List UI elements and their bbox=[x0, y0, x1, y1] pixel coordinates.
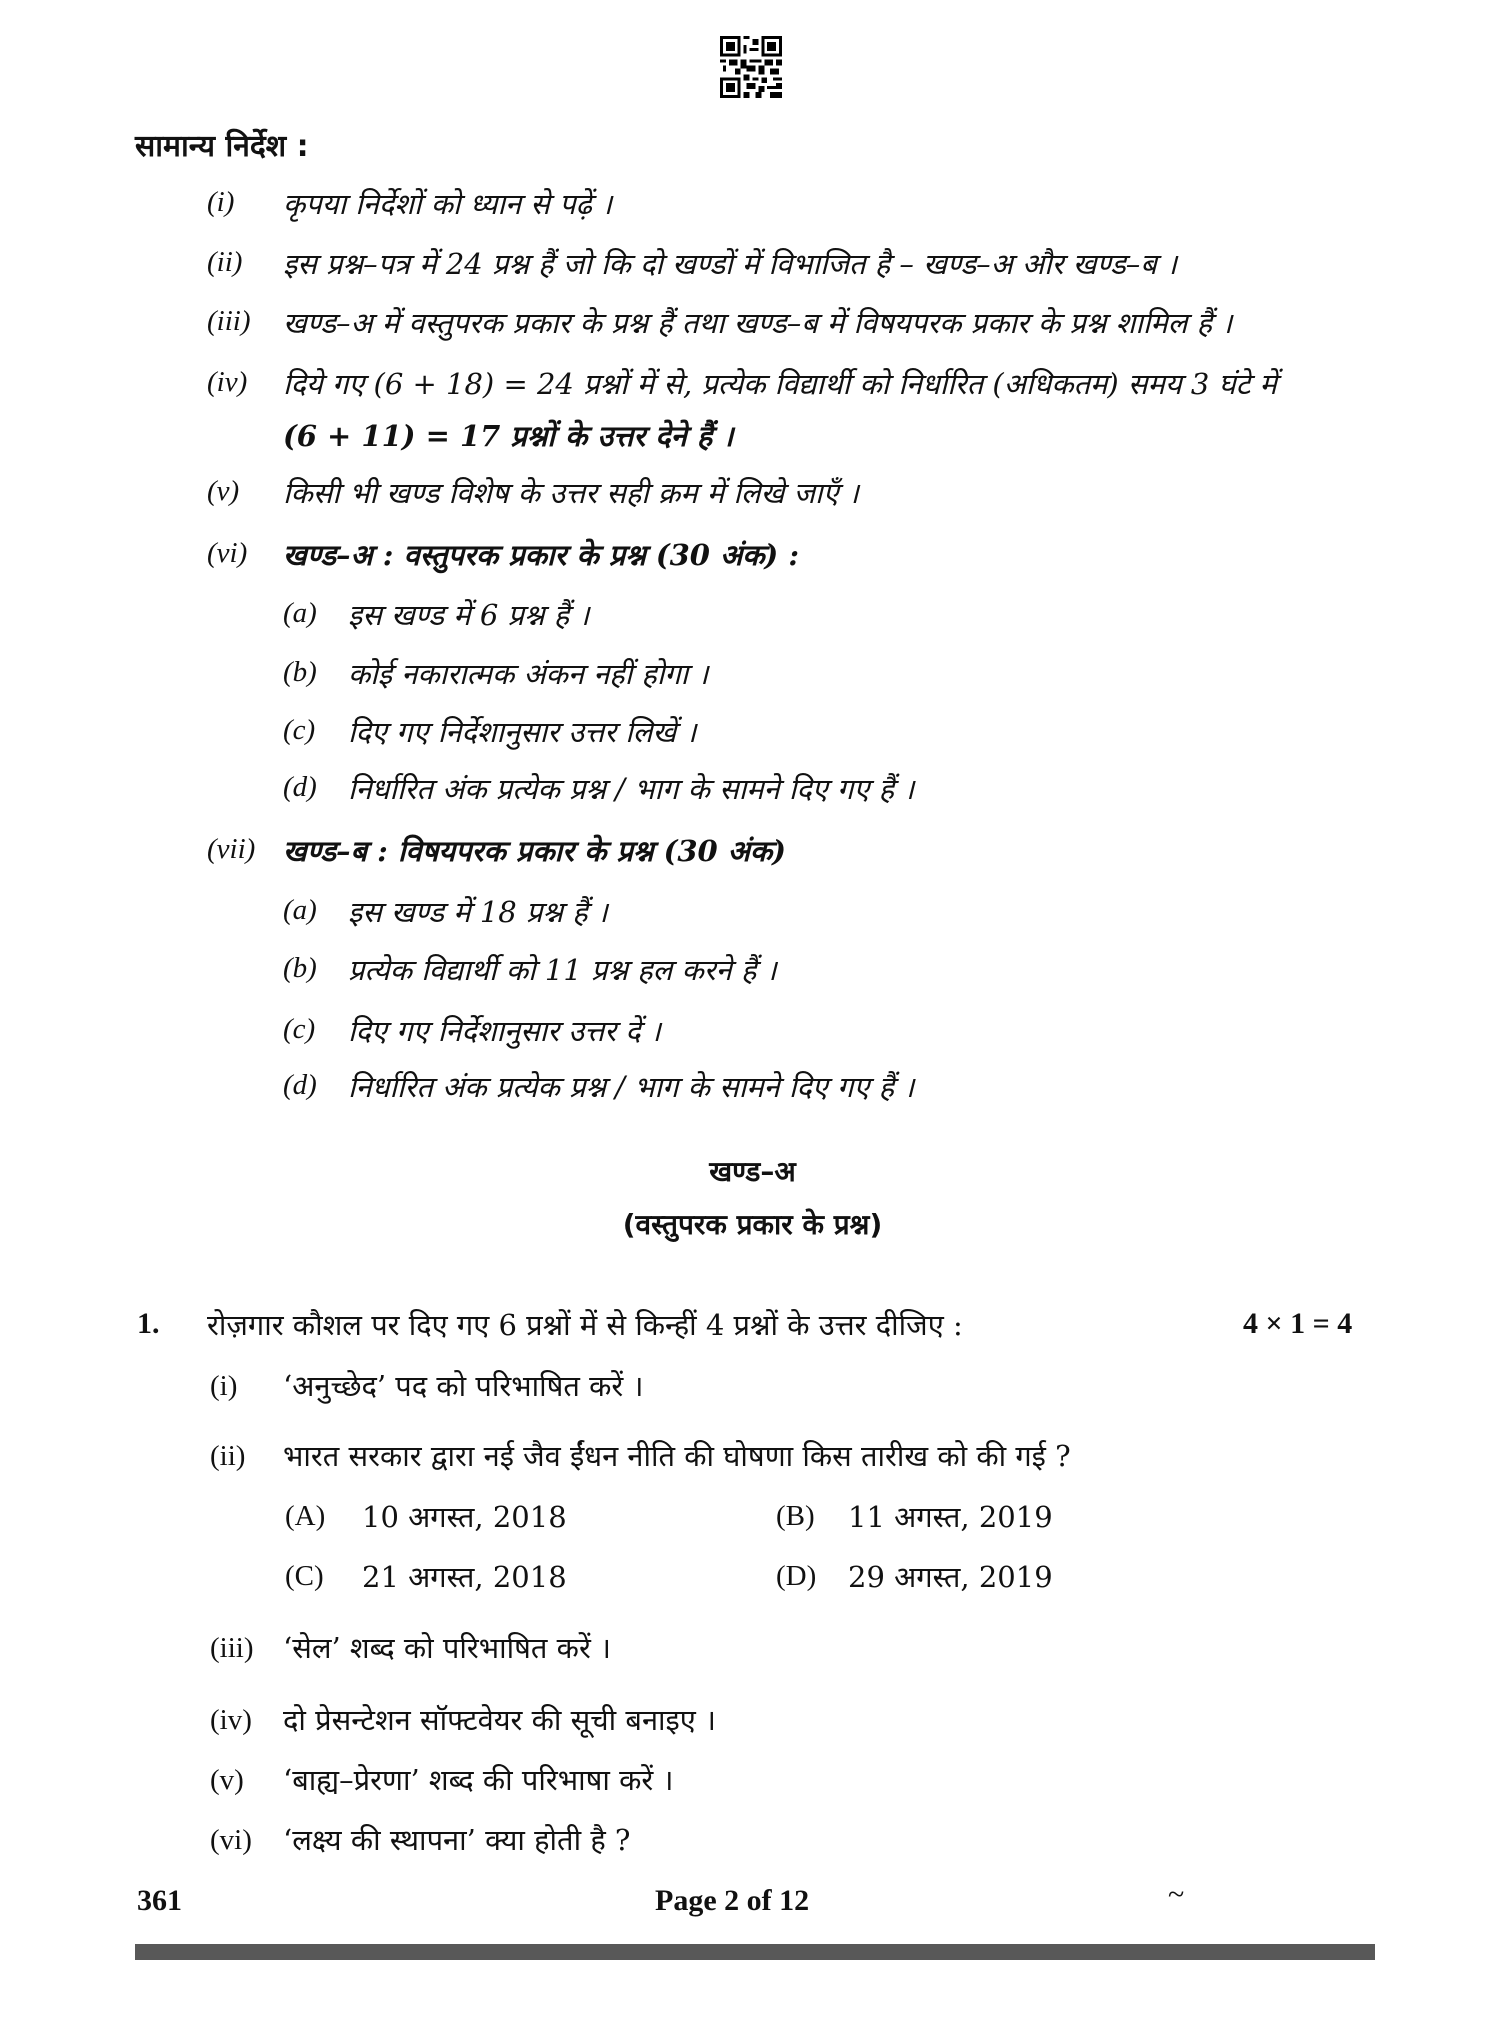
question-part-text: दो प्रेसन्टेशन सॉफ्टवेयर की सूची बनाइए । bbox=[283, 1703, 717, 1737]
qr-code-icon bbox=[720, 32, 782, 102]
footer-bar bbox=[135, 1944, 1375, 1960]
sub-instruction-label: (a) bbox=[283, 894, 317, 926]
question-part-label: (v) bbox=[210, 1764, 244, 1796]
instruction-text: किसी भी खण्ड विशेष के उत्तर सही क्रम में लिखे जाएँ । bbox=[283, 476, 859, 510]
question-part-text: भारत सरकार द्वारा नई जैव ईंधन नीति की घोषणा किस तारीख को की गई ? bbox=[283, 1439, 1071, 1473]
question-part-text: ‘बाह्य–प्रेरणा’ शब्द की परिभाषा करें । bbox=[283, 1763, 674, 1797]
instruction-text: खण्ड–अ : वस्तुपरक प्रकार के प्रश्न (30 अंक) : bbox=[283, 538, 800, 572]
option-label: (B) bbox=[776, 1500, 815, 1532]
sub-instruction-text: दिए गए निर्देशानुसार उत्तर दें । bbox=[348, 1014, 661, 1048]
sub-instruction-label: (d) bbox=[283, 771, 317, 803]
paper-code: 361 bbox=[137, 1884, 182, 1917]
sub-instruction-label: (c) bbox=[283, 1013, 316, 1045]
question-number: 1. bbox=[137, 1307, 160, 1340]
instruction-text: दिये गए (6 + 18) = 24 प्रश्नों में से, प्रत्येक विद्यार्थी को निर्धारित (अधिकतम) समय 3 घंटे में bbox=[283, 367, 1277, 401]
sub-instruction-label: (c) bbox=[283, 714, 316, 746]
option-text: 10 अगस्त, 2018 bbox=[362, 1500, 567, 1534]
instruction-label: (iv) bbox=[207, 366, 248, 398]
sub-instruction-text: इस खण्ड में 6 प्रश्न हैं । bbox=[348, 598, 590, 632]
page-number: Page 2 of 12 bbox=[655, 1884, 810, 1917]
question-text: रोज़गार कौशल पर दिए गए 6 प्रश्नों में से किन्हीं 4 प्रश्नों के उत्तर दीजिए : bbox=[207, 1308, 963, 1342]
question-part-label: (i) bbox=[210, 1370, 238, 1402]
question-part-label: (vi) bbox=[210, 1824, 252, 1856]
sub-instruction-text: इस खण्ड में 18 प्रश्न हैं । bbox=[348, 895, 608, 929]
option-label: (C) bbox=[285, 1560, 324, 1592]
sub-instruction-label: (a) bbox=[283, 597, 317, 629]
question-part-label: (iii) bbox=[210, 1632, 254, 1664]
section-subtitle: (वस्तुपरक प्रकार के प्रश्न) bbox=[622, 1208, 883, 1241]
option-label: (A) bbox=[285, 1500, 326, 1532]
instruction-text: इस प्रश्न–पत्र में 24 प्रश्न हैं जो कि दो खण्डों में विभाजित है – खण्ड–अ और खण्ड–ब । bbox=[283, 247, 1178, 281]
question-marks: 4 × 1 = 4 bbox=[1243, 1307, 1353, 1340]
question-part-text: ‘सेल’ शब्द को परिभाषित करें । bbox=[283, 1631, 612, 1665]
sub-instruction-label: (b) bbox=[283, 656, 317, 688]
footer-mark: ~ bbox=[1168, 1878, 1185, 1911]
instruction-label: (i) bbox=[207, 186, 235, 218]
sub-instruction-label: (d) bbox=[283, 1069, 317, 1101]
sub-instruction-text: निर्धारित अंक प्रत्येक प्रश्न / भाग के सामने दिए गए हैं । bbox=[348, 772, 915, 806]
option-label: (D) bbox=[776, 1560, 817, 1592]
option-text: 21 अगस्त, 2018 bbox=[362, 1560, 567, 1594]
option-text: 29 अगस्त, 2019 bbox=[848, 1560, 1053, 1594]
instruction-label: (v) bbox=[207, 475, 240, 507]
section-title: खण्ड–अ bbox=[709, 1155, 796, 1188]
general-instructions-heading: सामान्य निर्देश : bbox=[135, 129, 309, 164]
instruction-label: (vii) bbox=[207, 833, 256, 865]
instruction-label: (iii) bbox=[207, 305, 251, 337]
instruction-text: खण्ड–ब : विषयपरक प्रकार के प्रश्न (30 अंक) bbox=[283, 834, 786, 868]
instruction-label: (vi) bbox=[207, 537, 248, 569]
sub-instruction-text: प्रत्येक विद्यार्थी को 11 प्रश्न हल करने हैं । bbox=[348, 953, 777, 987]
question-part-text: ‘अनुच्छेद’ पद को परिभाषित करें । bbox=[283, 1369, 644, 1403]
instruction-label: (ii) bbox=[207, 246, 243, 278]
question-part-label: (ii) bbox=[210, 1440, 246, 1472]
sub-instruction-text: निर्धारित अंक प्रत्येक प्रश्न / भाग के सामने दिए गए हैं । bbox=[348, 1070, 915, 1104]
instruction-text-continued: (6 + 11) = 17 प्रश्नों के उत्तर देने हैं । bbox=[283, 419, 734, 453]
sub-instruction-text: कोई नकारात्मक अंकन नहीं होगा । bbox=[348, 657, 709, 691]
sub-instruction-text: दिए गए निर्देशानुसार उत्तर लिखें । bbox=[348, 715, 697, 749]
question-part-label: (iv) bbox=[210, 1704, 252, 1736]
instruction-text: कृपया निर्देशों को ध्यान से पढ़ें । bbox=[283, 187, 613, 221]
sub-instruction-label: (b) bbox=[283, 952, 317, 984]
instruction-text: खण्ड–अ में वस्तुपरक प्रकार के प्रश्न हैं तथा खण्ड–ब में विषयपरक प्रकार के प्रश्न शामिल हैं । bbox=[283, 306, 1233, 340]
question-part-text: ‘लक्ष्य की स्थापना’ क्या होती है ? bbox=[283, 1823, 631, 1857]
option-text: 11 अगस्त, 2019 bbox=[848, 1500, 1053, 1534]
